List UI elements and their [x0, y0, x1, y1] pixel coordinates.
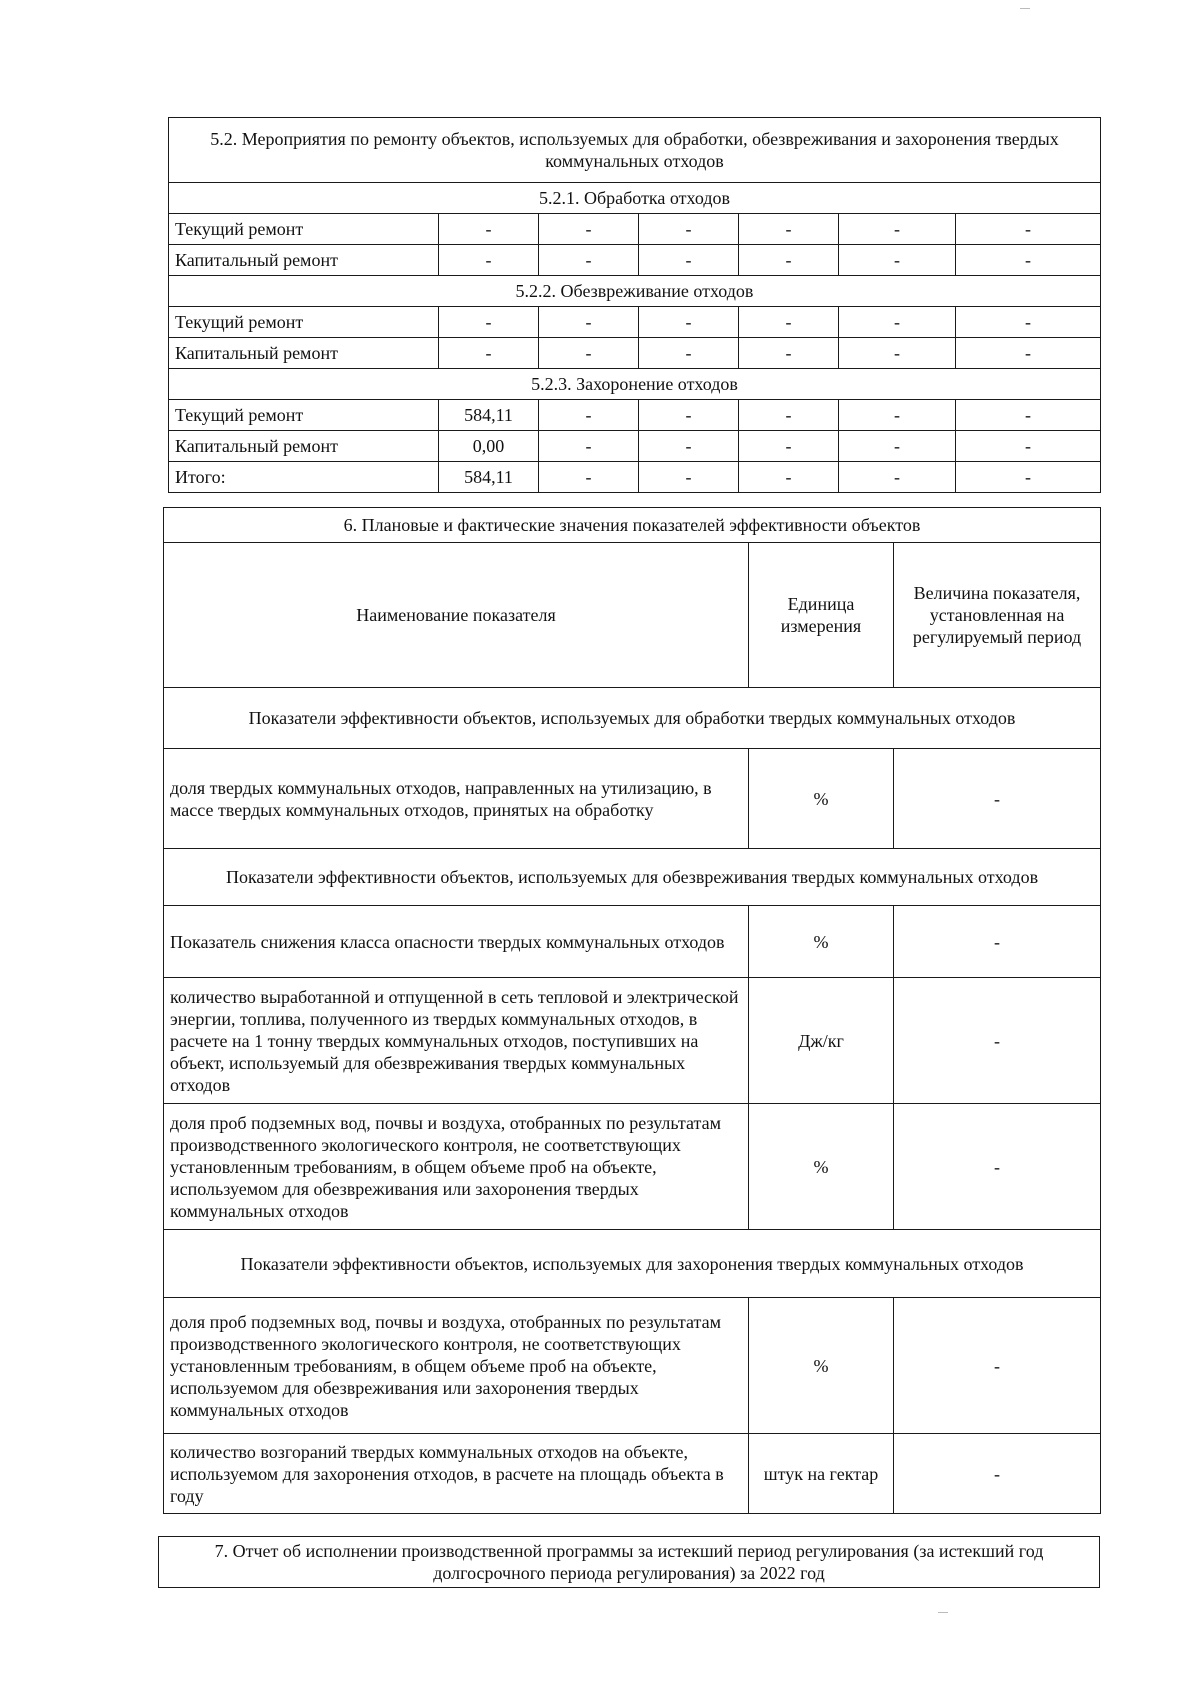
indicator-value: -	[894, 1104, 1101, 1230]
table-row	[169, 431, 1101, 462]
table-row	[169, 214, 1101, 245]
cell-value: -	[839, 214, 956, 245]
cell-value: -	[839, 431, 956, 462]
cell-value: -	[739, 462, 839, 493]
cell-value: -	[639, 214, 739, 245]
cell-value: -	[739, 307, 839, 338]
cell-value: -	[839, 245, 956, 276]
indicator-value: -	[894, 906, 1101, 978]
row-label: Итого:	[169, 462, 439, 493]
cell-value: -	[839, 307, 956, 338]
cell-value: -	[739, 338, 839, 369]
indicator-unit: штук на гектар	[749, 1434, 894, 1514]
table-row	[169, 400, 1101, 431]
indicator-name: доля твердых коммунальных отходов, направленных на утилизацию, в массе твердых коммунальных отходов, принятых на обработку	[164, 749, 749, 849]
table-row	[169, 307, 1101, 338]
subsection-title-processing: 5.2.1. Обработка отходов	[169, 183, 1101, 214]
cell-value: -	[539, 431, 639, 462]
header-indicator-name: Наименование показателя	[164, 543, 749, 688]
header-value: Величина показателя, установленная на регулируемый период	[894, 543, 1101, 688]
row-label: Капитальный ремонт	[169, 338, 439, 369]
table-row	[164, 978, 1101, 1104]
table-row	[164, 749, 1101, 849]
scan-artifact	[938, 1612, 948, 1613]
section-5-2-title: 5.2. Мероприятия по ремонту объектов, используемых для обработки, обезвреживания и захоронения твердых коммунальных отходов	[169, 118, 1101, 183]
cell-value: -	[639, 245, 739, 276]
indicator-name: количество возгораний твердых коммунальных отходов на объекте, используемом для захоронения отходов, в расчете на площадь объекта в году	[164, 1434, 749, 1514]
table-row	[164, 1298, 1101, 1434]
cell-value: 584,11	[439, 462, 539, 493]
cell-value: -	[956, 245, 1101, 276]
table-header-row	[164, 543, 1101, 688]
row-label: Текущий ремонт	[169, 214, 439, 245]
indicator-unit: %	[749, 749, 894, 849]
cell-value: 584,11	[439, 400, 539, 431]
cell-value: -	[639, 431, 739, 462]
indicator-value: -	[894, 1434, 1101, 1514]
indicator-name: Показатель снижения класса опасности твердых коммунальных отходов	[164, 906, 749, 978]
cell-value: -	[639, 462, 739, 493]
section-6-title: 6. Плановые и фактические значения показателей эффективности объектов	[164, 508, 1101, 543]
table-row	[169, 338, 1101, 369]
row-label: Капитальный ремонт	[169, 431, 439, 462]
cell-value: -	[956, 400, 1101, 431]
cell-value: -	[439, 214, 539, 245]
cell-value: -	[739, 245, 839, 276]
repair-measures-table	[168, 117, 1101, 493]
subsection-title-neutralization: 5.2.2. Обезвреживание отходов	[169, 276, 1101, 307]
indicator-name: доля проб подземных вод, почвы и воздуха, отобранных по результатам производственного экологического контроля, не соответствующих установленным требованиям, в общем объеме проб на объекте, используемом для обезвреживания или захоронения твердых коммунальных отходов	[164, 1298, 749, 1434]
cell-value: -	[739, 400, 839, 431]
cell-value: -	[956, 214, 1101, 245]
table-row-total	[169, 462, 1101, 493]
group-title-neutralization: Показатели эффективности объектов, используемых для обезвреживания твердых коммунальных отходов	[164, 849, 1101, 906]
section-7-title: 7. Отчет об исполнении производственной программы за истекший период регулирования (за истекший год долгосрочного периода регулирования) за 2022 год	[159, 1537, 1100, 1588]
row-label: Капитальный ремонт	[169, 245, 439, 276]
indicator-unit: %	[749, 1298, 894, 1434]
cell-value: -	[639, 338, 739, 369]
row-label: Текущий ремонт	[169, 307, 439, 338]
indicator-value: -	[894, 749, 1101, 849]
table-row	[169, 245, 1101, 276]
table-row	[164, 1434, 1101, 1514]
scan-artifact	[1020, 8, 1030, 9]
cell-value: -	[539, 307, 639, 338]
indicator-value: -	[894, 1298, 1101, 1434]
cell-value: -	[956, 462, 1101, 493]
section-7-box	[158, 1536, 1100, 1588]
group-title-burial: Показатели эффективности объектов, используемых для захоронения твердых коммунальных отходов	[164, 1230, 1101, 1298]
cell-value: -	[539, 462, 639, 493]
cell-value: -	[739, 214, 839, 245]
cell-value: -	[839, 462, 956, 493]
cell-value: -	[956, 307, 1101, 338]
cell-value: -	[839, 338, 956, 369]
indicator-unit: Дж/кг	[749, 978, 894, 1104]
subsection-title-burial: 5.2.3. Захоронение отходов	[169, 369, 1101, 400]
cell-value: -	[539, 400, 639, 431]
cell-value: -	[539, 214, 639, 245]
header-unit: Единица измерения	[749, 543, 894, 688]
group-title-processing: Показатели эффективности объектов, используемых для обработки твердых коммунальных отходов	[164, 688, 1101, 749]
indicator-name: доля проб подземных вод, почвы и воздуха, отобранных по результатам производственного экологического контроля, не соответствующих установленным требованиям, в общем объеме проб на объекте, используемом для обезвреживания или захоронения твердых коммунальных отходов	[164, 1104, 749, 1230]
cell-value: -	[639, 400, 739, 431]
indicator-name: количество выработанной и отпущенной в сеть тепловой и электрической энергии, топлива, полученного из твердых коммунальных отходов, в расчете на 1 тонну твердых коммунальных отходов, поступивших на объект, используемый для обезвреживания твердых коммунальных отходов	[164, 978, 749, 1104]
cell-value: -	[439, 338, 539, 369]
cell-value: -	[439, 307, 539, 338]
cell-value: -	[439, 245, 539, 276]
indicator-unit: %	[749, 1104, 894, 1230]
cell-value: 0,00	[439, 431, 539, 462]
row-label: Текущий ремонт	[169, 400, 439, 431]
indicator-value: -	[894, 978, 1101, 1104]
cell-value: -	[539, 245, 639, 276]
cell-value: -	[739, 431, 839, 462]
table-row	[164, 906, 1101, 978]
efficiency-indicators-table	[163, 507, 1101, 1514]
table-row	[164, 1104, 1101, 1230]
cell-value: -	[539, 338, 639, 369]
cell-value: -	[839, 400, 956, 431]
cell-value: -	[956, 338, 1101, 369]
indicator-unit: %	[749, 906, 894, 978]
cell-value: -	[956, 431, 1101, 462]
cell-value: -	[639, 307, 739, 338]
